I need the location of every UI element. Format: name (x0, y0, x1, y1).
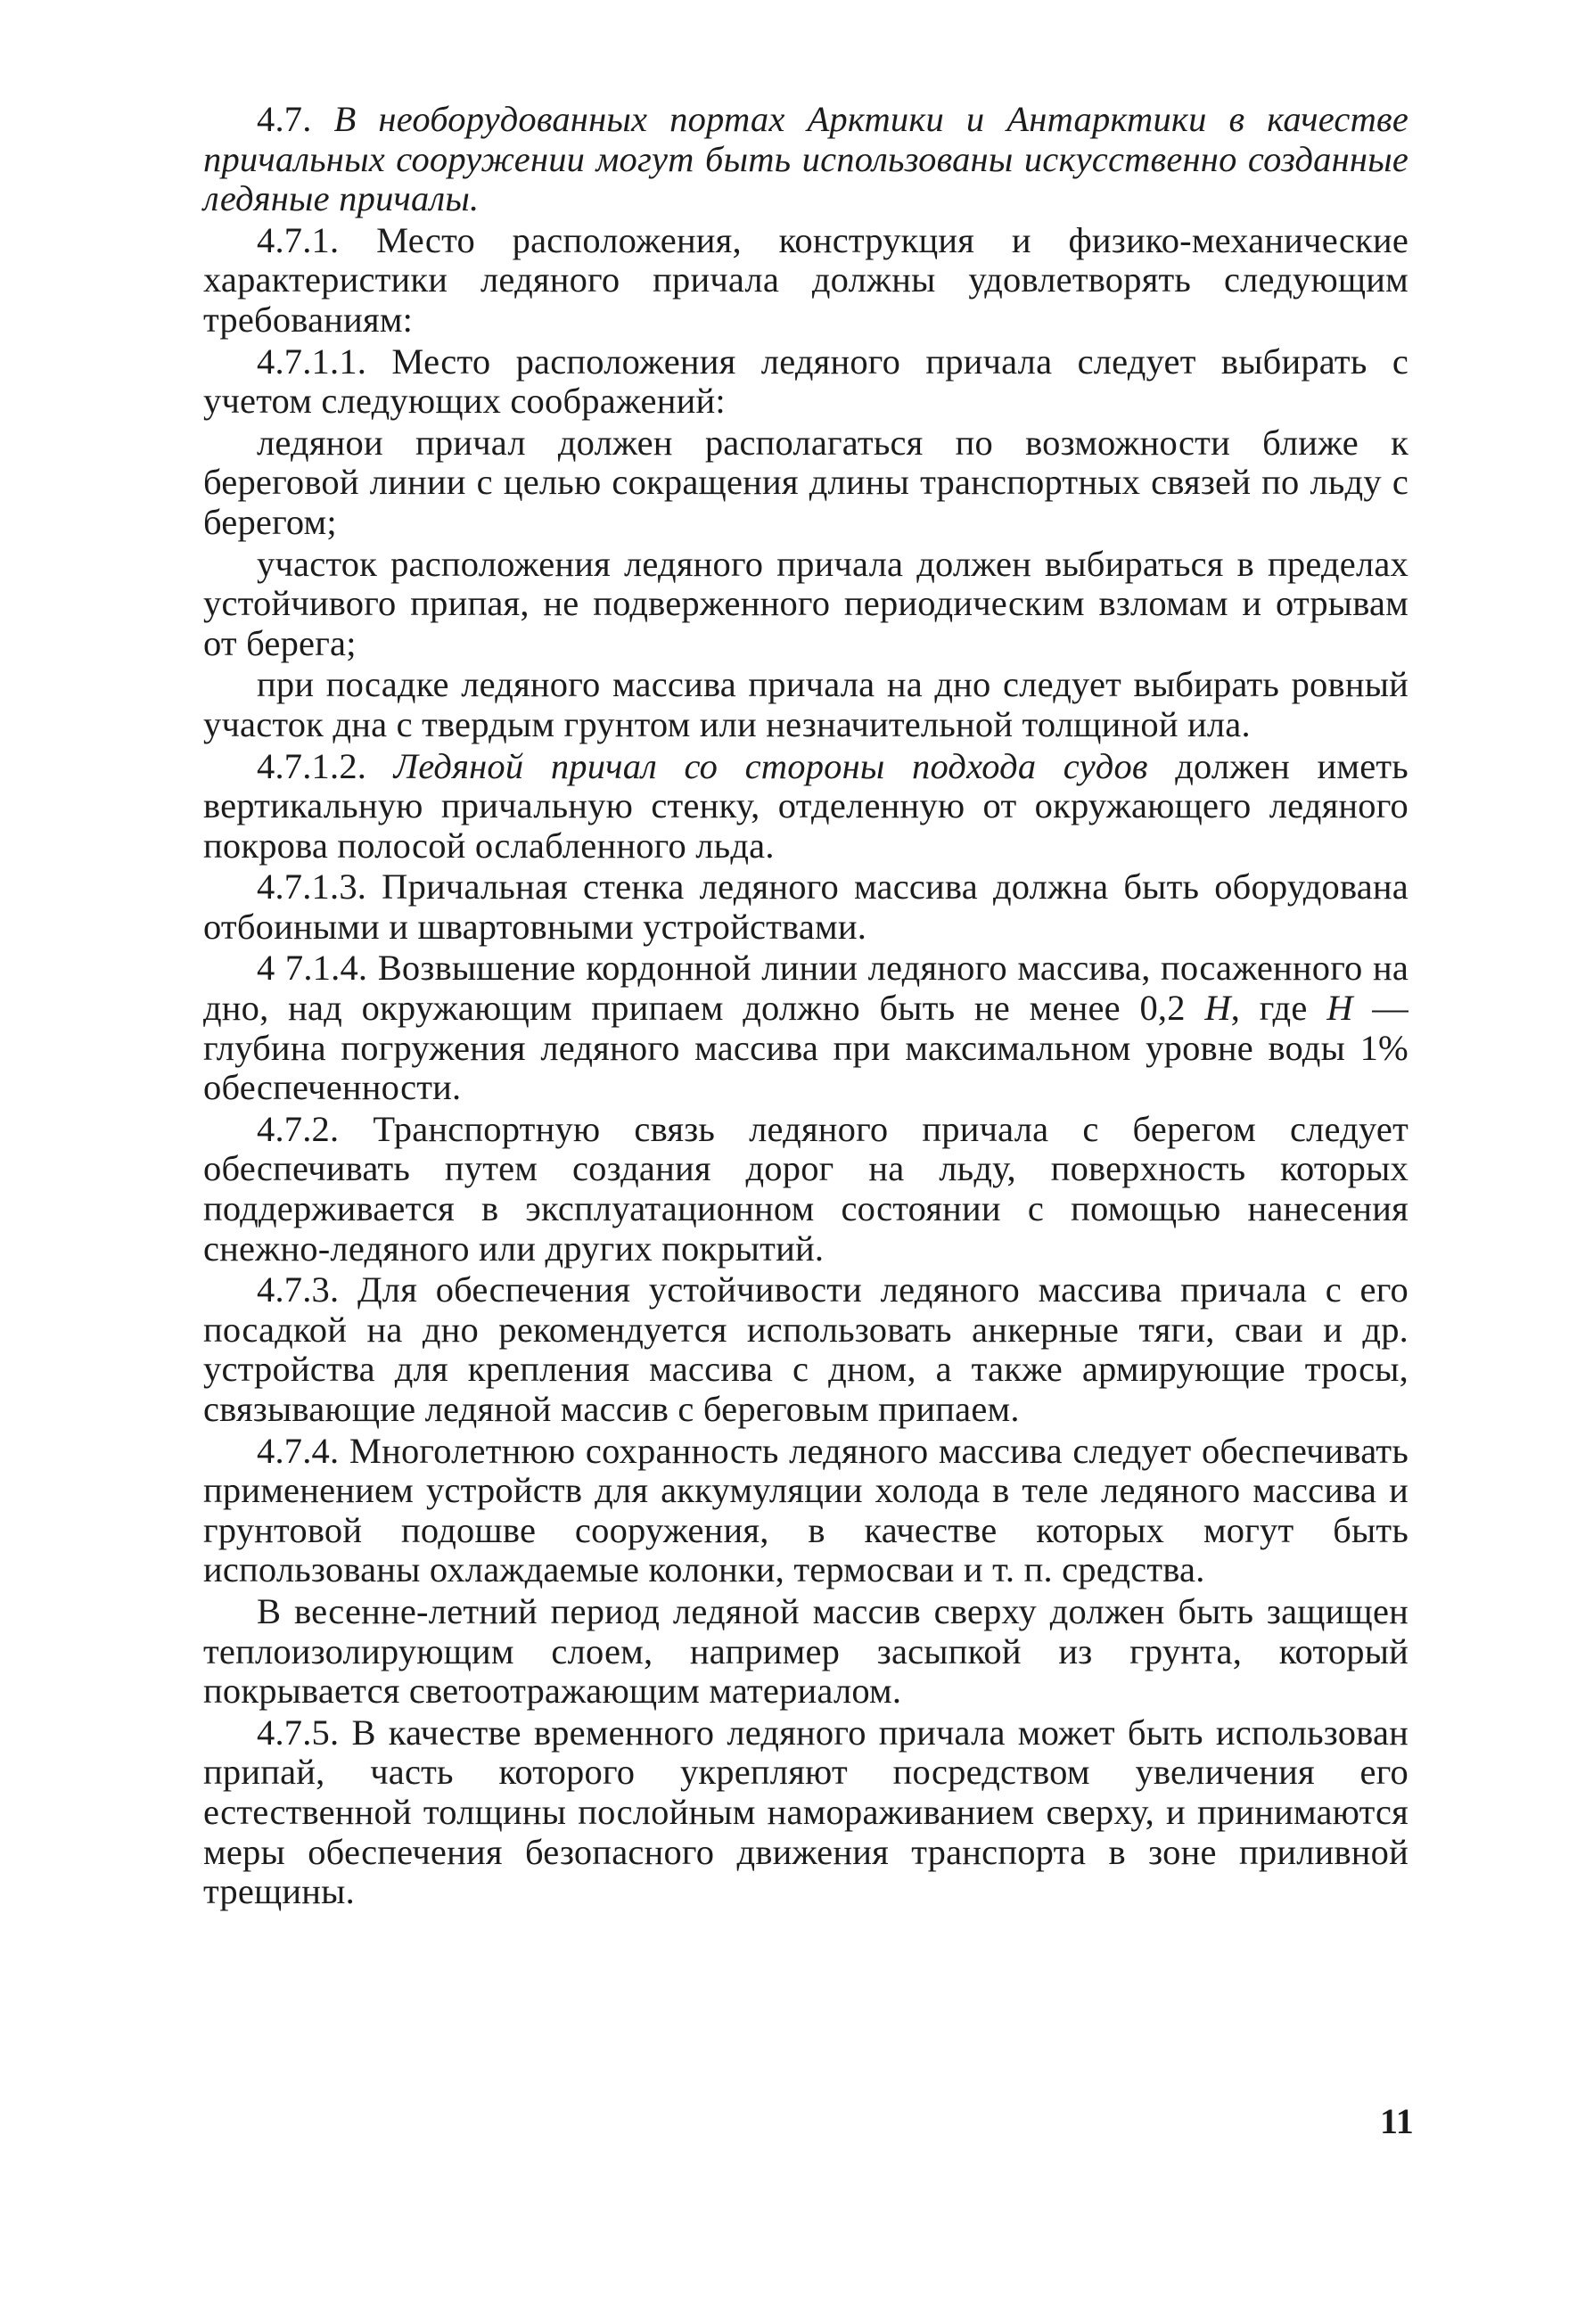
text-segment: ледянои причал должен располагаться по возможности ближе к береговой линии с целью сокращения длины транспортных связей по льду с берегом; (203, 422, 1408, 542)
text-segment: 4.7.2. Транспортную связь ледяного причала с берегом следует обеспечивать путем создания дорог на льду, поверхность которых поддерживается в эксплуатационном состоянии с помощью нанесения снежно-ледяного или других покрытий. (203, 1108, 1408, 1269)
paragraph (203, 100, 1408, 219)
text-segment: должен иметь вертикальную причальную стенку, отделенную от окружающего ледяного покрова полосой ослабленного льда. (203, 745, 1408, 866)
text-segment: — глубина погружения ледяного массива при максимальном уровне воды 1% обеспеченности. (203, 988, 1408, 1108)
paragraph (203, 1110, 1408, 1269)
italic-text-segment: Ледяной причал со стороны подхода судов (393, 745, 1148, 786)
text-segment: 4 7.1.4. Возвышение кордонной линии ледяного массива, посаженного на дно, над окружающим припаем должно быть не менее 0,2 (203, 948, 1408, 1029)
paragraph (203, 1432, 1408, 1590)
text-segment: 4.7.1.3. Причальная стенка ледяного массива должна быть оборудована отбоиными и швартовными устройствами. (203, 866, 1408, 947)
paragraph (203, 545, 1408, 664)
text-segment: 4.7. (257, 99, 334, 139)
paragraph (203, 1592, 1408, 1712)
paragraph (203, 948, 1408, 1107)
text-segment: 4.7.4. Многолетнюю сохранность ледяного массива следует обеспечивать применением устройств для аккумуляции холода в теле ледяного массива и грунтовой подошве сооружения, в качестве которых могут быть использованы охлаждаемые колонки, термосваи и т. п. средства. (203, 1430, 1408, 1590)
document-body (203, 100, 1408, 1912)
page-number: 11 (1380, 2101, 1414, 2141)
paragraph (203, 1713, 1408, 1912)
paragraph (203, 342, 1408, 422)
text-segment: 4.7.1. Место расположения, конструкция и физико-механические характеристики ледяного причала должны удовлетворять следующим требованиям: (203, 219, 1408, 340)
paragraph (203, 665, 1408, 744)
italic-text-segment: В необорудованных портах Арктики и Антарктики в качестве причальных сооружении могут быть использованы искусственно созданные ледяные причалы. (203, 99, 1408, 219)
paragraph (203, 423, 1408, 543)
paragraph (203, 1270, 1408, 1429)
text-segment: 4.7.5. В качестве временного ледяного причала может быть использован припай, часть которого укрепляют посредством увеличения его естественной толщины послойным намораживанием сверху, и принимаются меры обеспечения безопасного движения транспорта в зоне приливной трещины. (203, 1712, 1408, 1912)
paragraph (203, 221, 1408, 341)
text-segment: 4.7.1.1. Место расположения ледяного причала следует выбирать с учетом следующих соображений: (203, 341, 1408, 422)
text-segment: , где (1230, 988, 1327, 1029)
text-segment: при посадке ледяного массива причала на дно следует выбирать ровный участок дна с твердым грунтом или незначительной толщиной ила. (203, 664, 1408, 744)
text-segment: участок расположения ледяного причала должен выбираться в пределах устойчивого припая, не подверженного периодическим взломам и отрывам от берега; (203, 543, 1408, 663)
text-segment: 4.7.1.2. (257, 745, 394, 786)
italic-text-segment: H (1204, 988, 1231, 1029)
italic-text-segment: H (1326, 988, 1353, 1029)
text-segment: 4.7.3. Для обеспечения устойчивости ледяного массива причала с его посадкой на дно рекомендуется использовать анкерные тяги, сваи и др. устройства для крепления массива с дном, а также армирующие тросы, связывающие ледяной массив с береговым припаем. (203, 1269, 1408, 1429)
paragraph (203, 747, 1408, 866)
paragraph (203, 867, 1408, 947)
text-segment: В весенне-летний период ледяной массив сверху должен быть защищен теплоизолирующим слоем, например засыпкой из грунта, который покрывается светоотражающим материалом. (203, 1590, 1408, 1712)
